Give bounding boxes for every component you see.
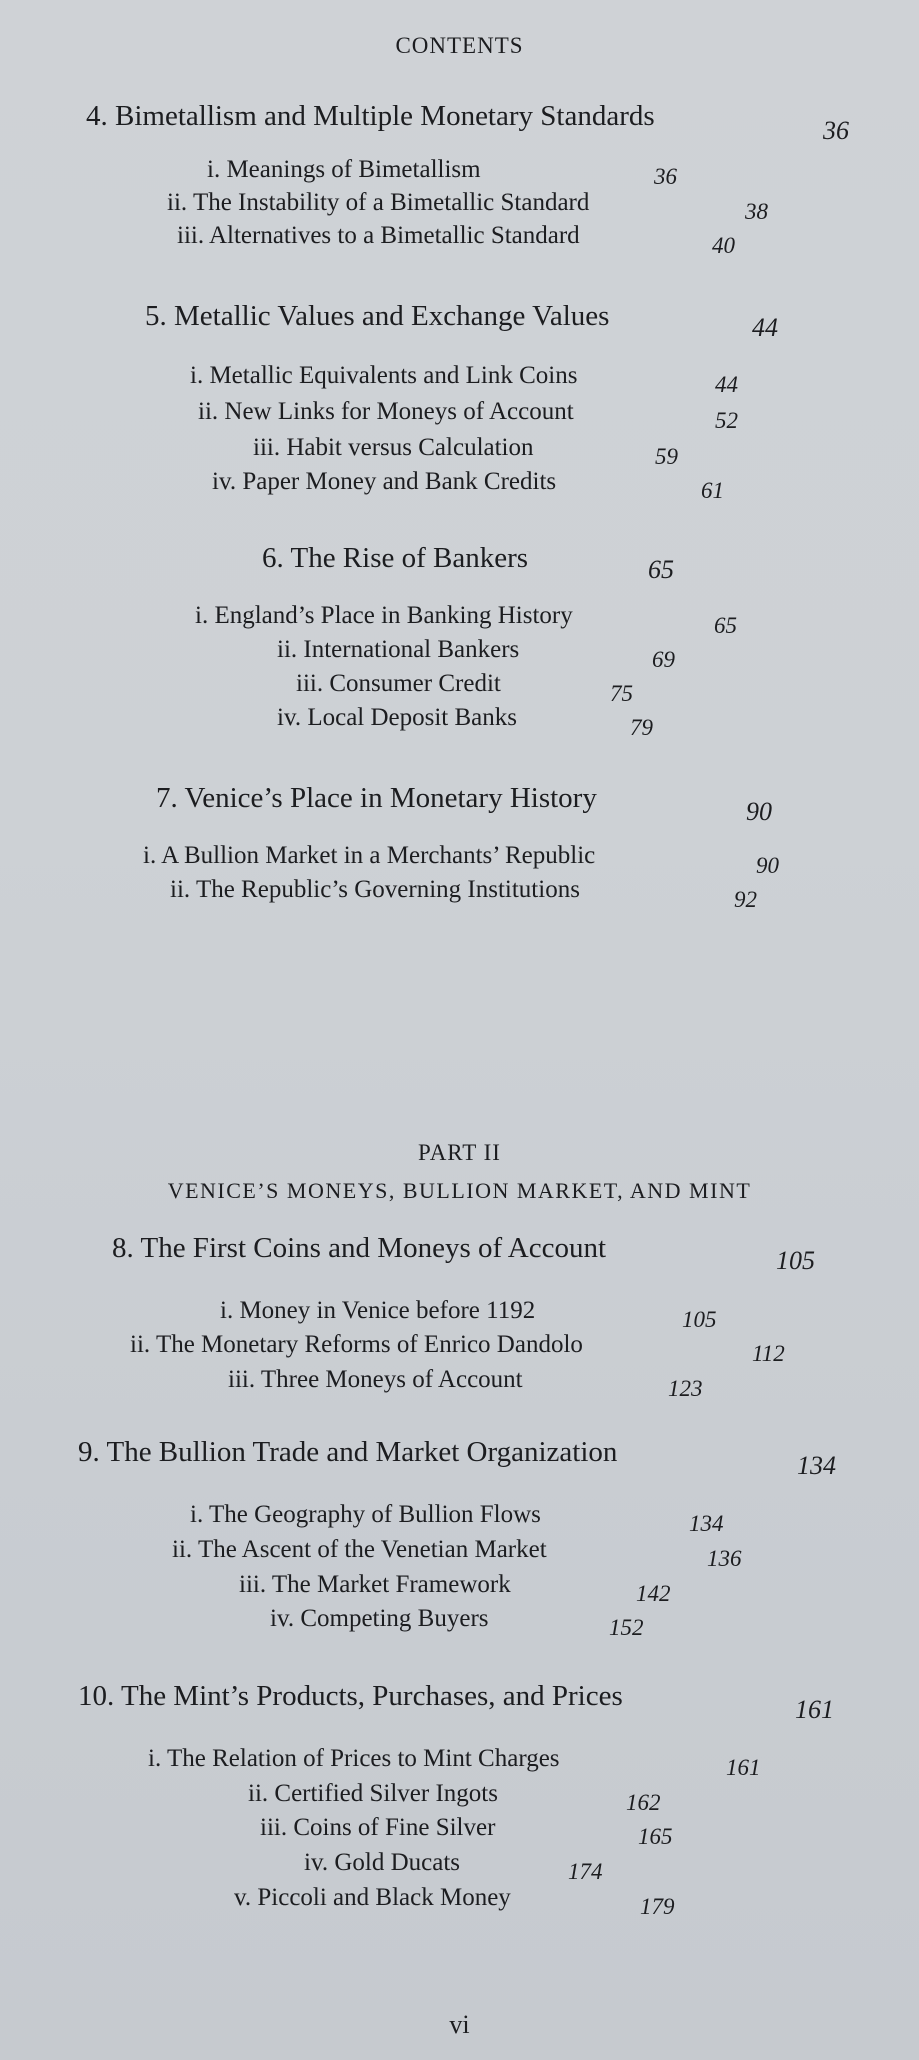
chapter-entry: 4. Bimetallism and Multiple Monetary Standards (86, 100, 655, 132)
section-entry: ii. The Monetary Reforms of Enrico Dandolo (130, 1331, 583, 1358)
page-number: 65 (714, 613, 737, 638)
section-entry: i. Meanings of Bimetallism (207, 156, 481, 183)
page-number: 90 (746, 797, 772, 826)
page-number: 65 (648, 555, 674, 584)
page-number: 174 (568, 1859, 603, 1884)
page-number: 61 (701, 478, 724, 503)
section-entry: i. England’s Place in Banking History (195, 602, 573, 629)
section-entry: ii. New Links for Moneys of Account (198, 398, 574, 425)
page-number: 105 (776, 1246, 815, 1275)
chapter-entry: 6. The Rise of Bankers (262, 542, 529, 574)
page-number: 165 (638, 1824, 673, 1849)
chapter-entry: 10. The Mint’s Products, Purchases, and Prices (78, 1680, 623, 1712)
running-header: CONTENTS (395, 33, 524, 58)
page-number: 36 (654, 164, 677, 189)
section-entry: iv. Competing Buyers (270, 1605, 489, 1632)
section-entry: iii. Three Moneys of Account (228, 1366, 523, 1393)
part-label: PART II (418, 1140, 501, 1165)
section-entry: ii. International Bankers (277, 636, 520, 663)
page-number: 69 (652, 647, 675, 672)
page-number: 92 (734, 887, 757, 912)
page-folio: vi (449, 2010, 470, 2039)
chapter-entry: 9. The Bullion Trade and Market Organization (78, 1436, 618, 1468)
page-number: 161 (795, 1695, 834, 1724)
section-entry: iii. Alternatives to a Bimetallic Standard (177, 222, 580, 249)
page-number: 123 (668, 1376, 703, 1401)
section-entry: iii. Coins of Fine Silver (260, 1814, 496, 1841)
page-number: 36 (823, 116, 849, 145)
section-entry: ii. The Ascent of the Venetian Market (172, 1536, 547, 1563)
section-entry: iii. Consumer Credit (296, 670, 501, 697)
page-number: 40 (712, 233, 735, 258)
section-entry: v. Piccoli and Black Money (234, 1884, 511, 1911)
page-number: 152 (609, 1615, 644, 1640)
section-entry: ii. The Instability of a Bimetallic Standard (167, 189, 590, 216)
section-entry: ii. The Republic’s Governing Institutions (170, 876, 580, 903)
page-number: 136 (707, 1546, 742, 1571)
section-entry: iv. Gold Ducats (304, 1849, 460, 1876)
section-entry: i. The Relation of Prices to Mint Charges (148, 1745, 560, 1772)
chapter-entry: 5. Metallic Values and Exchange Values (145, 300, 610, 332)
chapter-entry: 7. Venice’s Place in Monetary History (156, 782, 597, 814)
page-number: 161 (726, 1755, 761, 1780)
page-number: 142 (636, 1581, 671, 1606)
chapter-entry: 8. The First Coins and Moneys of Account (112, 1232, 607, 1264)
page-number: 134 (689, 1511, 724, 1536)
page-number: 38 (745, 199, 768, 224)
section-entry: i. The Geography of Bullion Flows (190, 1501, 541, 1528)
section-entry: i. A Bullion Market in a Merchants’ Republic (143, 842, 596, 869)
part-title: VENICE’S MONEYS, BULLION MARKET, AND MINT (167, 1178, 752, 1203)
page-number: 90 (756, 853, 779, 878)
page-number: 134 (797, 1451, 836, 1480)
section-entry: iv. Local Deposit Banks (277, 704, 518, 731)
section-entry: i. Metallic Equivalents and Link Coins (190, 362, 578, 389)
page-number: 75 (610, 681, 633, 706)
page-number: 105 (682, 1307, 717, 1332)
section-entry: ii. Certified Silver Ingots (248, 1780, 498, 1807)
page-number: 44 (715, 372, 738, 397)
page-number: 112 (752, 1341, 785, 1366)
section-entry: iv. Paper Money and Bank Credits (212, 468, 557, 495)
page-number: 59 (655, 444, 678, 469)
page-number: 79 (630, 715, 653, 740)
section-entry: i. Money in Venice before 1192 (220, 1297, 536, 1324)
page-number: 44 (752, 313, 778, 342)
section-entry: iii. Habit versus Calculation (253, 434, 534, 461)
section-entry: iii. The Market Framework (239, 1571, 511, 1598)
page-number: 162 (626, 1790, 661, 1815)
page-number: 52 (715, 408, 738, 433)
page-number: 179 (640, 1894, 675, 1919)
